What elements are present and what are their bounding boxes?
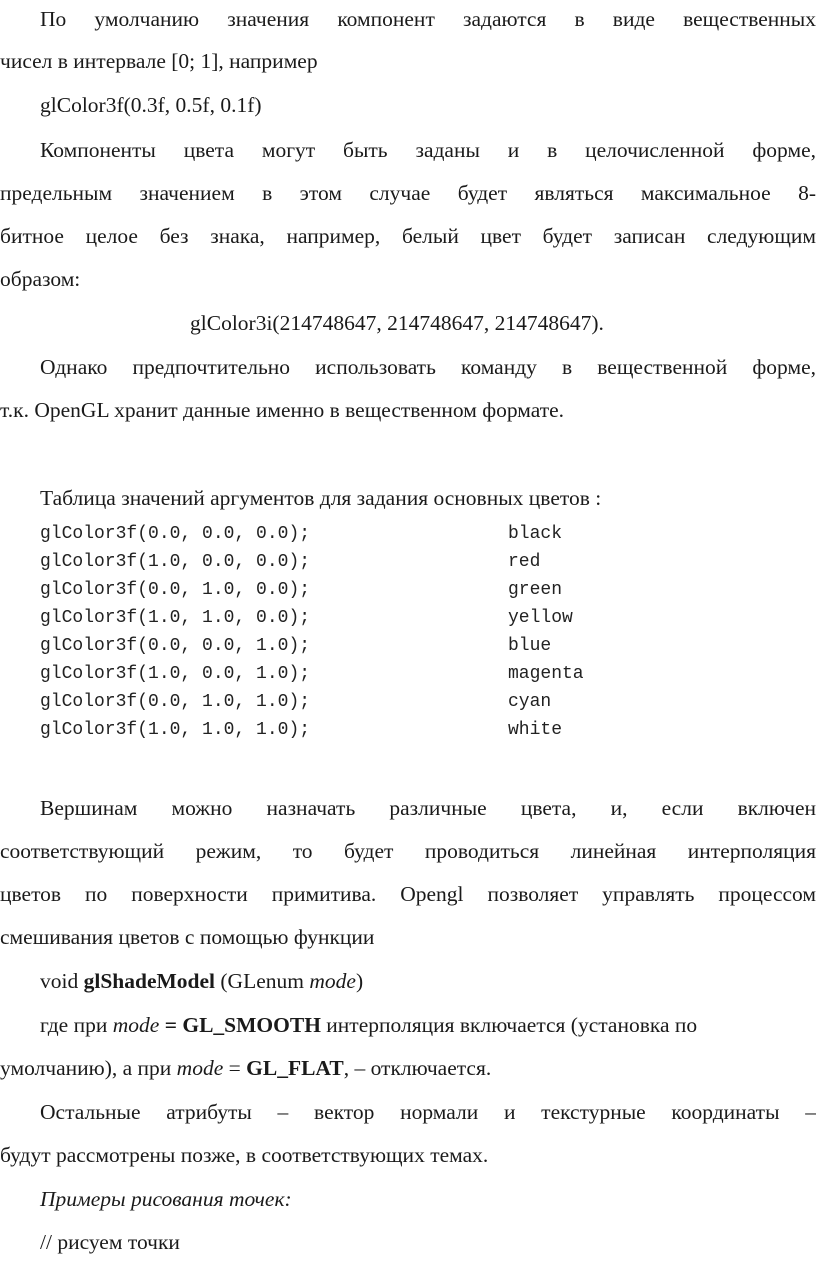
color-call: glColor3f(1.0, 1.0, 1.0); [40, 720, 311, 740]
color-name: white [508, 720, 563, 740]
color-name: red [508, 552, 541, 572]
p5-mode-1: mode [112, 1013, 160, 1037]
p1-line1: По умолчанию значения компонент задаются в виде вещественных [40, 7, 816, 31]
p1-line2: чисел в интервале [0; 1], например [0, 49, 318, 73]
p2-line2: предельным значением в этом случае будет являться максимальное 8- [0, 181, 816, 205]
examples-heading-text: Примеры рисования точек: [40, 1187, 292, 1211]
p2-line3: битное целое без знака, например, белый цвет будет записан следующим [0, 224, 816, 248]
p6-line2: будут рассмотрены позже, в соответствующих темах. [0, 1143, 489, 1167]
p2-line1: Компоненты цвета могут быть заданы и в целочисленной форме, [40, 138, 816, 162]
p5-eq-1: = [159, 1013, 183, 1037]
signature-void: void [40, 969, 84, 993]
p3-line1: Однако предпочтительно использовать команду в вещественной форме, [40, 355, 816, 379]
p4-line1: Вершинам можно назначать различные цвета, и, если включен [40, 796, 816, 820]
color-call: glColor3f(1.0, 1.0, 0.0); [40, 608, 311, 628]
p5-line2 [0, 1055, 816, 1081]
color-name: cyan [508, 692, 552, 712]
p5-eq-2: = [223, 1056, 247, 1080]
p3-line2: т.к. OpenGL хранит данные именно в вещественном формате. [0, 398, 565, 422]
p5-text-a: где при [40, 1013, 113, 1037]
examples-heading [40, 1186, 816, 1212]
signature-close: ) [355, 969, 364, 993]
p5-gl-flat: GL_FLAT [246, 1056, 344, 1080]
example-int-call: glColor3i(214748647, 214748647, 214748647). [190, 311, 604, 335]
p4-line4: смешивания цветов с помощью функции [0, 925, 375, 949]
signature-function-name: glShadeModel [83, 969, 216, 993]
color-call: glColor3f(0.0, 0.0, 1.0); [40, 636, 311, 656]
color-call: glColor3f(1.0, 0.0, 1.0); [40, 664, 311, 684]
p6-line1: Остальные атрибуты – вектор нормали и текстурные координаты – [40, 1100, 816, 1124]
signature-param: mode [309, 969, 356, 993]
code-comment: // рисуем точки [40, 1230, 180, 1254]
color-name: magenta [508, 664, 584, 684]
color-call: glColor3f(0.0, 1.0, 0.0); [40, 580, 311, 600]
p4-line3: цветов по поверхности примитива. Opengl позволяет управлять процессом [0, 882, 816, 906]
color-name: green [508, 580, 563, 600]
color-name: yellow [508, 608, 573, 628]
p4-line2: соответствующий режим, то будет проводиться линейная интерполяция [0, 839, 816, 863]
p5-text-c: умолчанию), а при [0, 1056, 177, 1080]
p5-mode-2: mode [176, 1056, 224, 1080]
function-signature [40, 968, 816, 994]
color-name: black [508, 524, 563, 544]
table-caption: Таблица значений аргументов для задания основных цветов : [40, 486, 602, 510]
p5-text-d: , – отключается. [343, 1056, 492, 1080]
example-float-call: glColor3f(0.3f, 0.5f, 0.1f) [40, 93, 262, 117]
p5-text-b: интерполяция включается (установка по [320, 1013, 698, 1037]
p2-line4: образом: [0, 267, 81, 291]
color-call: glColor3f(0.0, 0.0, 0.0); [40, 524, 311, 544]
color-call: glColor3f(0.0, 1.0, 1.0); [40, 692, 311, 712]
signature-open: (GLenum [215, 969, 310, 993]
color-call: glColor3f(1.0, 0.0, 0.0); [40, 552, 311, 572]
p5-line1 [40, 1012, 816, 1038]
p5-gl-smooth: GL_SMOOTH [182, 1013, 321, 1037]
color-name: blue [508, 636, 552, 656]
